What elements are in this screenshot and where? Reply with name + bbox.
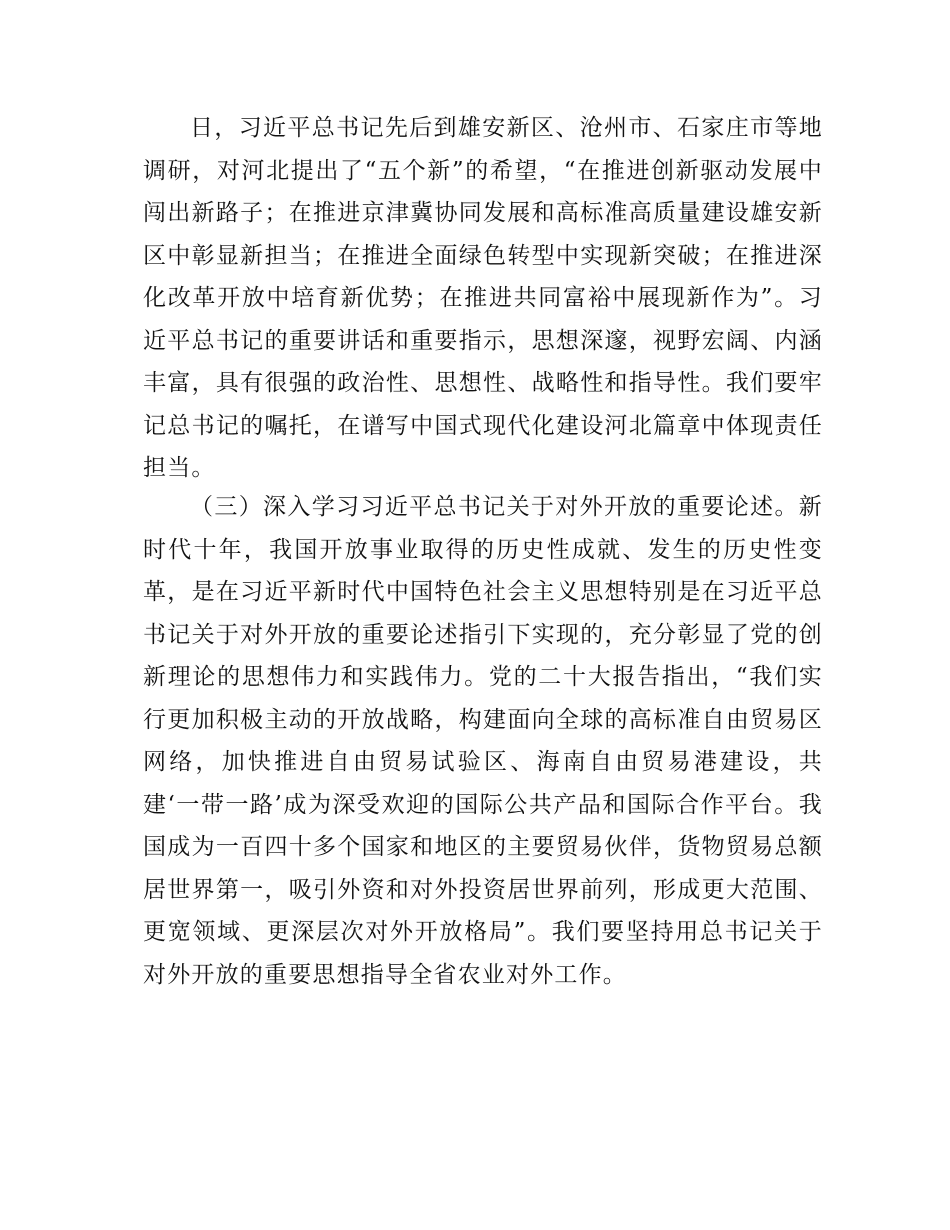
paragraph-opening-up: （三）深入学习习近平总书记关于对外开放的重要论述。新时代十年，我国开放事业取得的历史性成就、发生的历史性变革，是在习近平新时代中国特色社会主义思想特别是在习近平总书记关于对外开放的重要论述指引下实现的，充分彰显了党的创新理论的思想伟力和实践伟力。党的二十大报告指出，“我们实行更加积极主动的开放战略，构建面向全球的高标准自由贸易区网络，加快推进自由贸易试验区、海南自由贸易港建设，共建‘一带一路’成为深受欢迎的国际公共产品和国际合作平台。我国成为一百四十多个国家和地区的主要贸易伙伴，货物贸易总额居世界第一，吸引外资和对外投资居世界前列，形成更大范围、更宽领域、更深层次对外开放格局”。我们要坚持用总书记关于对外开放的重要思想指导全省农业对外工作。: [143, 494, 823, 988]
paragraph-hebei-visit: 日，习近平总书记先后到雄安新区、沧州市、石家庄市等地调研，对河北提出了“五个新”的希望，“在推进创新驱动发展中闯出新路子；在推进京津冀协同发展和高标准高质量建设雄安新区中彰显新担当；在推进全面绿色转型中实现新突破；在推进深化改革开放中培育新优势；在推进共同富裕中展现新作为”。习近平总书记的重要讲话和重要指示，思想深邃，视野宏阔、内涵丰富，具有很强的政治性、思想性、战略性和指导性。我们要牢记总书记的嘱托，在谱写中国式现代化建设河北篇章中体现责任担当。: [143, 115, 823, 481]
